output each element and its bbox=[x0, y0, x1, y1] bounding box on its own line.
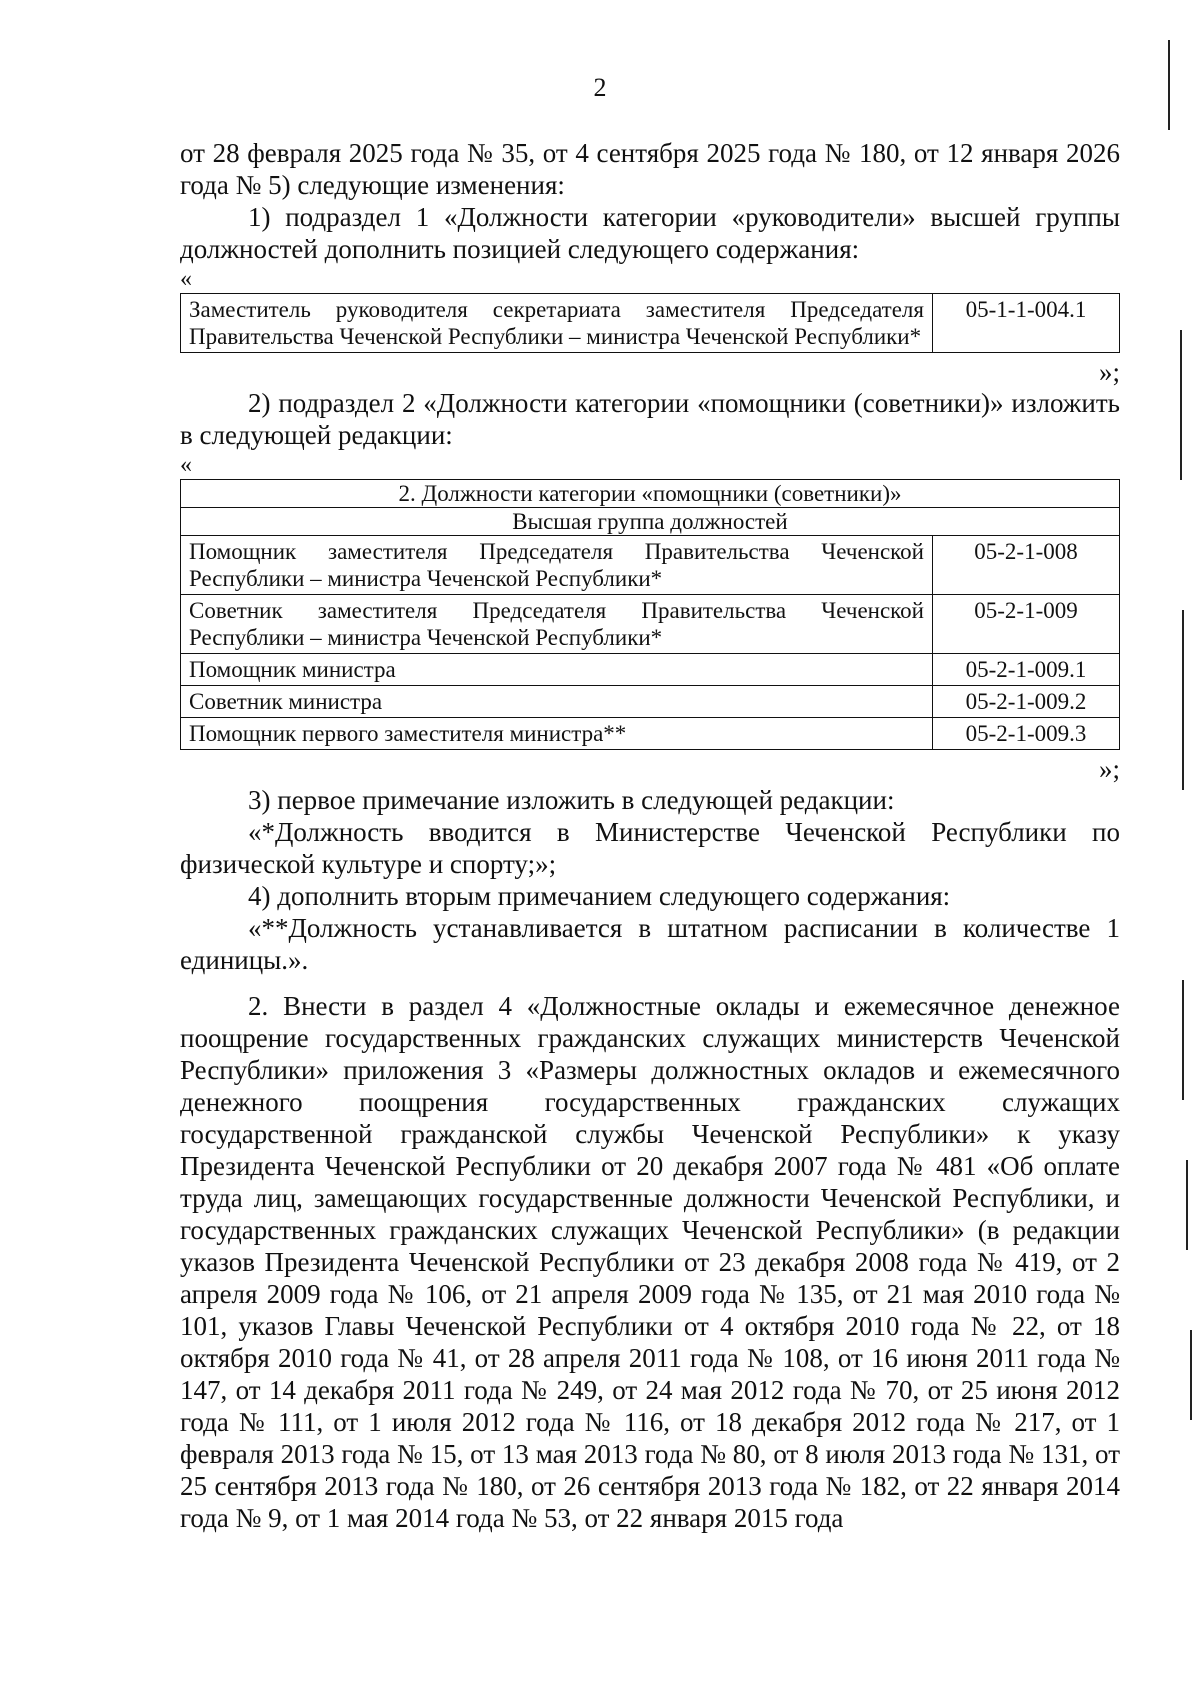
quote-close-2: »; bbox=[1098, 754, 1120, 784]
position-code: 05-2-1-009 bbox=[933, 595, 1120, 654]
table-group: Высшая группа должностей bbox=[181, 508, 1120, 536]
scan-edge-mark bbox=[1168, 40, 1170, 130]
table-row bbox=[181, 595, 1120, 654]
positions-table-2 bbox=[180, 479, 1120, 750]
position-code: 05-2-1-009.3 bbox=[933, 718, 1120, 750]
table-title: 2. Должности категории «помощники (советники)» bbox=[181, 480, 1120, 508]
position-code: 05-1-1-004.1 bbox=[933, 294, 1120, 353]
position-name: Советник заместителя Председателя Правительства Чеченской Республики – министра Чеченской Республики* bbox=[181, 595, 933, 654]
table-group-row bbox=[181, 508, 1120, 536]
intro-paragraph: от 28 февраля 2025 года № 35, от 4 сентября 2025 года № 180, от 12 января 2026 года № 5) следующие изменения: bbox=[180, 138, 1120, 200]
page-number: 2 bbox=[593, 73, 607, 102]
quote-open-2: « bbox=[180, 452, 192, 478]
document-body bbox=[180, 137, 1120, 1534]
position-name: Помощник министра bbox=[181, 654, 933, 686]
table-row bbox=[181, 536, 1120, 595]
positions-table-1 bbox=[180, 293, 1120, 353]
position-name: Советник министра bbox=[181, 686, 933, 718]
table-title-row bbox=[181, 480, 1120, 508]
position-code: 05-2-1-008 bbox=[933, 536, 1120, 595]
scan-edge-mark bbox=[1182, 610, 1184, 790]
scan-edge-mark bbox=[1182, 980, 1184, 1100]
item-3: 3) первое примечание изложить в следующей редакции: bbox=[248, 785, 895, 815]
note-1: «*Должность вводится в Министерстве Чеченской Республики по физической культуре и спорту;»; bbox=[180, 817, 1120, 879]
position-code: 05-2-1-009.2 bbox=[933, 686, 1120, 718]
item-1: 1) подраздел 1 «Должности категории «руководители» высшей группы должностей дополнить позицией следующего содержания: bbox=[180, 202, 1120, 264]
scan-edge-mark bbox=[1186, 1160, 1188, 1250]
item-2: 2) подраздел 2 «Должности категории «помощники (советники)» изложить в следующей редакции: bbox=[180, 388, 1120, 450]
table-row bbox=[181, 654, 1120, 686]
position-code: 05-2-1-009.1 bbox=[933, 654, 1120, 686]
quote-close-1: »; bbox=[1098, 357, 1120, 387]
position-name: Заместитель руководителя секретариата заместителя Председателя Правительства Чеченской Республики – министра Чеченской Республики* bbox=[181, 294, 933, 353]
table-row bbox=[181, 294, 1120, 353]
note-2: «**Должность устанавливается в штатном расписании в количестве 1 единицы.». bbox=[180, 913, 1120, 975]
section-2-paragraph: 2. Внести в раздел 4 «Должностные оклады и ежемесячное денежное поощрение государственных гражданских служащих министерств Чеченской Республики» приложения 3 «Размеры должностных окладов и ежемесячного денежного поощрения государственных гражданских служащих государственной гражданской службы Чеченской Республики» к указу Президента Чеченской Республики от 20 декабря 2007 года № 481 «Об оплате труда лиц, замещающих государственные должности Чеченской Республики, и государственных гражданских служащих Чеченской Республики» (в редакции указов Президента Чеченской Республики от 23 декабря 2008 года № 419, от 2 апреля 2009 года № 106, от 21 апреля 2009 года № 135, от 21 мая 2010 года № 101, указов Главы Чеченской Республики от 4 октября 2010 года № 22, от 18 октября 2010 года № 41, от 28 апреля 2011 года № 108, от 16 июня 2011 года № 147, от 14 декабря 2011 года № 249, от 24 мая 2012 года № 70, от 25 июня 2012 года № 111, от 1 июля 2012 года № 116, от 18 декабря 2012 года № 217, от 1 февраля 2013 года № 15, от 13 мая 2013 года № 80, от 8 июля 2013 года № 131, от 25 сентября 2013 года № 180, от 26 сентября 2013 года № 182, от 22 января 2014 года № 9, от 1 мая 2014 года № 53, от 22 января 2015 года bbox=[180, 991, 1120, 1533]
table-row bbox=[181, 686, 1120, 718]
scan-edge-mark bbox=[1180, 330, 1182, 480]
scan-edge-mark bbox=[1190, 1330, 1192, 1420]
table-row bbox=[181, 718, 1120, 750]
item-4: 4) дополнить вторым примечанием следующего содержания: bbox=[248, 881, 951, 911]
position-name: Помощник первого заместителя министра** bbox=[181, 718, 933, 750]
quote-open-1: « bbox=[180, 266, 192, 292]
position-name: Помощник заместителя Председателя Правительства Чеченской Республики – министра Чеченской Республики* bbox=[181, 536, 933, 595]
